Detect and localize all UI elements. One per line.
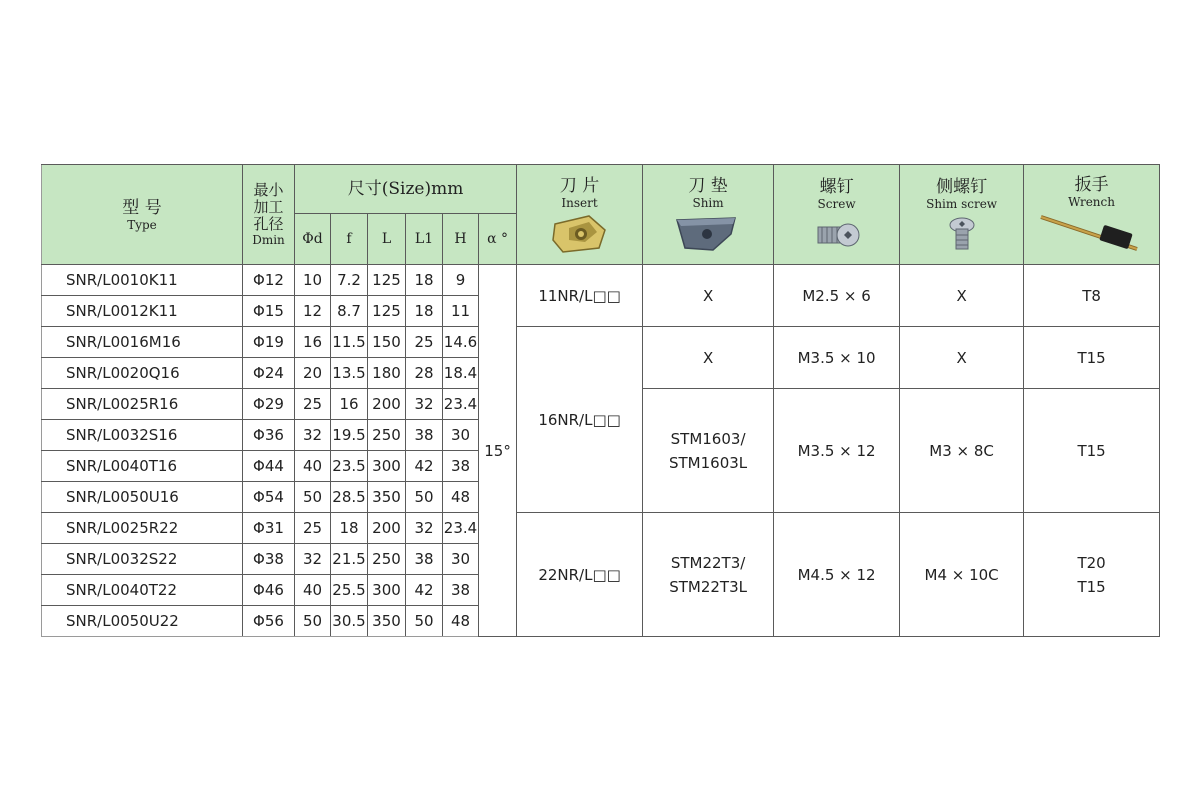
L-cell: 200 (368, 389, 406, 420)
H-cell: 9 (443, 265, 479, 296)
table-row (42, 513, 1160, 544)
shim-c-line1: STM1603/ (670, 429, 746, 448)
wrench-d (1024, 513, 1160, 637)
shim-screw-icon (942, 215, 982, 253)
shim-screw-d: M4 × 10C (900, 513, 1024, 637)
L-cell: 350 (368, 482, 406, 513)
L-cell: 300 (368, 575, 406, 606)
screw-c: M3.5 × 12 (774, 389, 900, 513)
shim-b: X (643, 327, 774, 389)
screw-a: M2.5 × 6 (774, 265, 900, 327)
dmin-cell: Φ29 (243, 389, 295, 420)
header-insert: 刀 片 Insert (517, 165, 643, 265)
f-cell: 7.2 (331, 265, 368, 296)
type-cell: SNR/L0050U16 (42, 482, 243, 513)
wrench-d-line2: T15 (1077, 577, 1106, 596)
wrench-icon (1037, 213, 1147, 255)
shim-c (643, 389, 774, 513)
dmin-cell: Φ38 (243, 544, 295, 575)
shim-screw-b: X (900, 327, 1024, 389)
type-cell: SNR/L0032S22 (42, 544, 243, 575)
dmin-cell: Φ54 (243, 482, 295, 513)
d-cell: 12 (295, 296, 331, 327)
shim-icon (673, 214, 743, 254)
H-cell: 23.4 (443, 513, 479, 544)
f-cell: 11.5 (331, 327, 368, 358)
L1-cell: 32 (406, 389, 443, 420)
f-cell: 30.5 (331, 606, 368, 637)
H-cell: 48 (443, 482, 479, 513)
wrench-b: T15 (1024, 327, 1160, 389)
d-cell: 20 (295, 358, 331, 389)
H-cell: 48 (443, 606, 479, 637)
H-cell: 30 (443, 420, 479, 451)
wrench-d-line1: T20 (1077, 553, 1106, 572)
header-L: L (368, 214, 406, 265)
L-cell: 125 (368, 265, 406, 296)
f-cell: 19.5 (331, 420, 368, 451)
screw-d: M4.5 × 12 (774, 513, 900, 637)
L-cell: 200 (368, 513, 406, 544)
dmin-cell: Φ36 (243, 420, 295, 451)
type-cell: SNR/L0025R16 (42, 389, 243, 420)
wrench-c: T15 (1024, 389, 1160, 513)
H-cell: 18.4 (443, 358, 479, 389)
f-cell: 16 (331, 389, 368, 420)
dmin-cell: Φ12 (243, 265, 295, 296)
insert-11: 11NR/L□□ (517, 265, 643, 327)
insert-icon (549, 214, 611, 254)
type-cell: SNR/L0032S16 (42, 420, 243, 451)
d-cell: 50 (295, 482, 331, 513)
f-cell: 21.5 (331, 544, 368, 575)
L1-cell: 25 (406, 327, 443, 358)
d-cell: 25 (295, 513, 331, 544)
header-screw: 螺钉 Screw (774, 165, 900, 265)
H-cell: 38 (443, 451, 479, 482)
f-cell: 13.5 (331, 358, 368, 389)
header-wrench: 扳手 Wrench (1024, 165, 1160, 265)
type-cell: SNR/L0012K11 (42, 296, 243, 327)
type-cell: SNR/L0016M16 (42, 327, 243, 358)
f-cell: 18 (331, 513, 368, 544)
alpha-cell: 15° (479, 265, 517, 637)
type-cell: SNR/L0050U22 (42, 606, 243, 637)
L1-cell: 28 (406, 358, 443, 389)
header-L1: L1 (406, 214, 443, 265)
d-cell: 40 (295, 451, 331, 482)
dmin-cell: Φ24 (243, 358, 295, 389)
L-cell: 250 (368, 420, 406, 451)
screw-b: M3.5 × 10 (774, 327, 900, 389)
type-cell: SNR/L0040T16 (42, 451, 243, 482)
dmin-cell: Φ15 (243, 296, 295, 327)
L1-cell: 38 (406, 420, 443, 451)
f-cell: 23.5 (331, 451, 368, 482)
d-cell: 50 (295, 606, 331, 637)
shim-d-line2: STM22T3L (669, 577, 747, 596)
L1-cell: 50 (406, 606, 443, 637)
L-cell: 300 (368, 451, 406, 482)
d-cell: 32 (295, 544, 331, 575)
d-cell: 25 (295, 389, 331, 420)
dmin-cell: Φ46 (243, 575, 295, 606)
L-cell: 350 (368, 606, 406, 637)
header-type: 型 号 Type (42, 165, 243, 265)
type-cell: SNR/L0025R22 (42, 513, 243, 544)
table-row (42, 327, 1160, 358)
screw-icon (812, 215, 862, 253)
L-cell: 250 (368, 544, 406, 575)
L-cell: 125 (368, 296, 406, 327)
d-cell: 16 (295, 327, 331, 358)
H-cell: 30 (443, 544, 479, 575)
L1-cell: 42 (406, 451, 443, 482)
dmin-cell: Φ31 (243, 513, 295, 544)
f-cell: 25.5 (331, 575, 368, 606)
f-cell: 28.5 (331, 482, 368, 513)
header-dmin: 最小 加工 孔径 Dmin (243, 165, 295, 265)
L1-cell: 18 (406, 265, 443, 296)
header-f: f (331, 214, 368, 265)
type-cell: SNR/L0040T22 (42, 575, 243, 606)
type-cell: SNR/L0020Q16 (42, 358, 243, 389)
shim-c-line2: STM1603L (668, 453, 748, 472)
H-cell: 14.6 (443, 327, 479, 358)
H-cell: 38 (443, 575, 479, 606)
spec-table (41, 164, 1160, 637)
L1-cell: 50 (406, 482, 443, 513)
dmin-cell: Φ19 (243, 327, 295, 358)
L1-cell: 32 (406, 513, 443, 544)
shim-screw-a: X (900, 265, 1024, 327)
header-size: 尺寸(Size)mm (295, 165, 517, 214)
dmin-cell: Φ44 (243, 451, 295, 482)
H-cell: 23.4 (443, 389, 479, 420)
H-cell: 11 (443, 296, 479, 327)
d-cell: 32 (295, 420, 331, 451)
d-cell: 40 (295, 575, 331, 606)
L1-cell: 42 (406, 575, 443, 606)
L1-cell: 38 (406, 544, 443, 575)
shim-screw-c: M3 × 8C (900, 389, 1024, 513)
table-row (42, 265, 1160, 296)
header-alpha: α ° (479, 214, 517, 265)
header-H: H (443, 214, 479, 265)
L1-cell: 18 (406, 296, 443, 327)
shim-d (643, 513, 774, 637)
header-shim: 刀 垫 Shim (643, 165, 774, 265)
f-cell: 8.7 (331, 296, 368, 327)
insert-22: 22NR/L□□ (517, 513, 643, 637)
header-d: Φd (295, 214, 331, 265)
wrench-a: T8 (1024, 265, 1160, 327)
shim-a: X (643, 265, 774, 327)
insert-16: 16NR/L□□ (517, 327, 643, 513)
header-shim-screw: 侧螺钉 Shim screw (900, 165, 1024, 265)
type-cell: SNR/L0010K11 (42, 265, 243, 296)
d-cell: 10 (295, 265, 331, 296)
L-cell: 150 (368, 327, 406, 358)
dmin-cell: Φ56 (243, 606, 295, 637)
L-cell: 180 (368, 358, 406, 389)
shim-d-line1: STM22T3/ (670, 553, 746, 572)
